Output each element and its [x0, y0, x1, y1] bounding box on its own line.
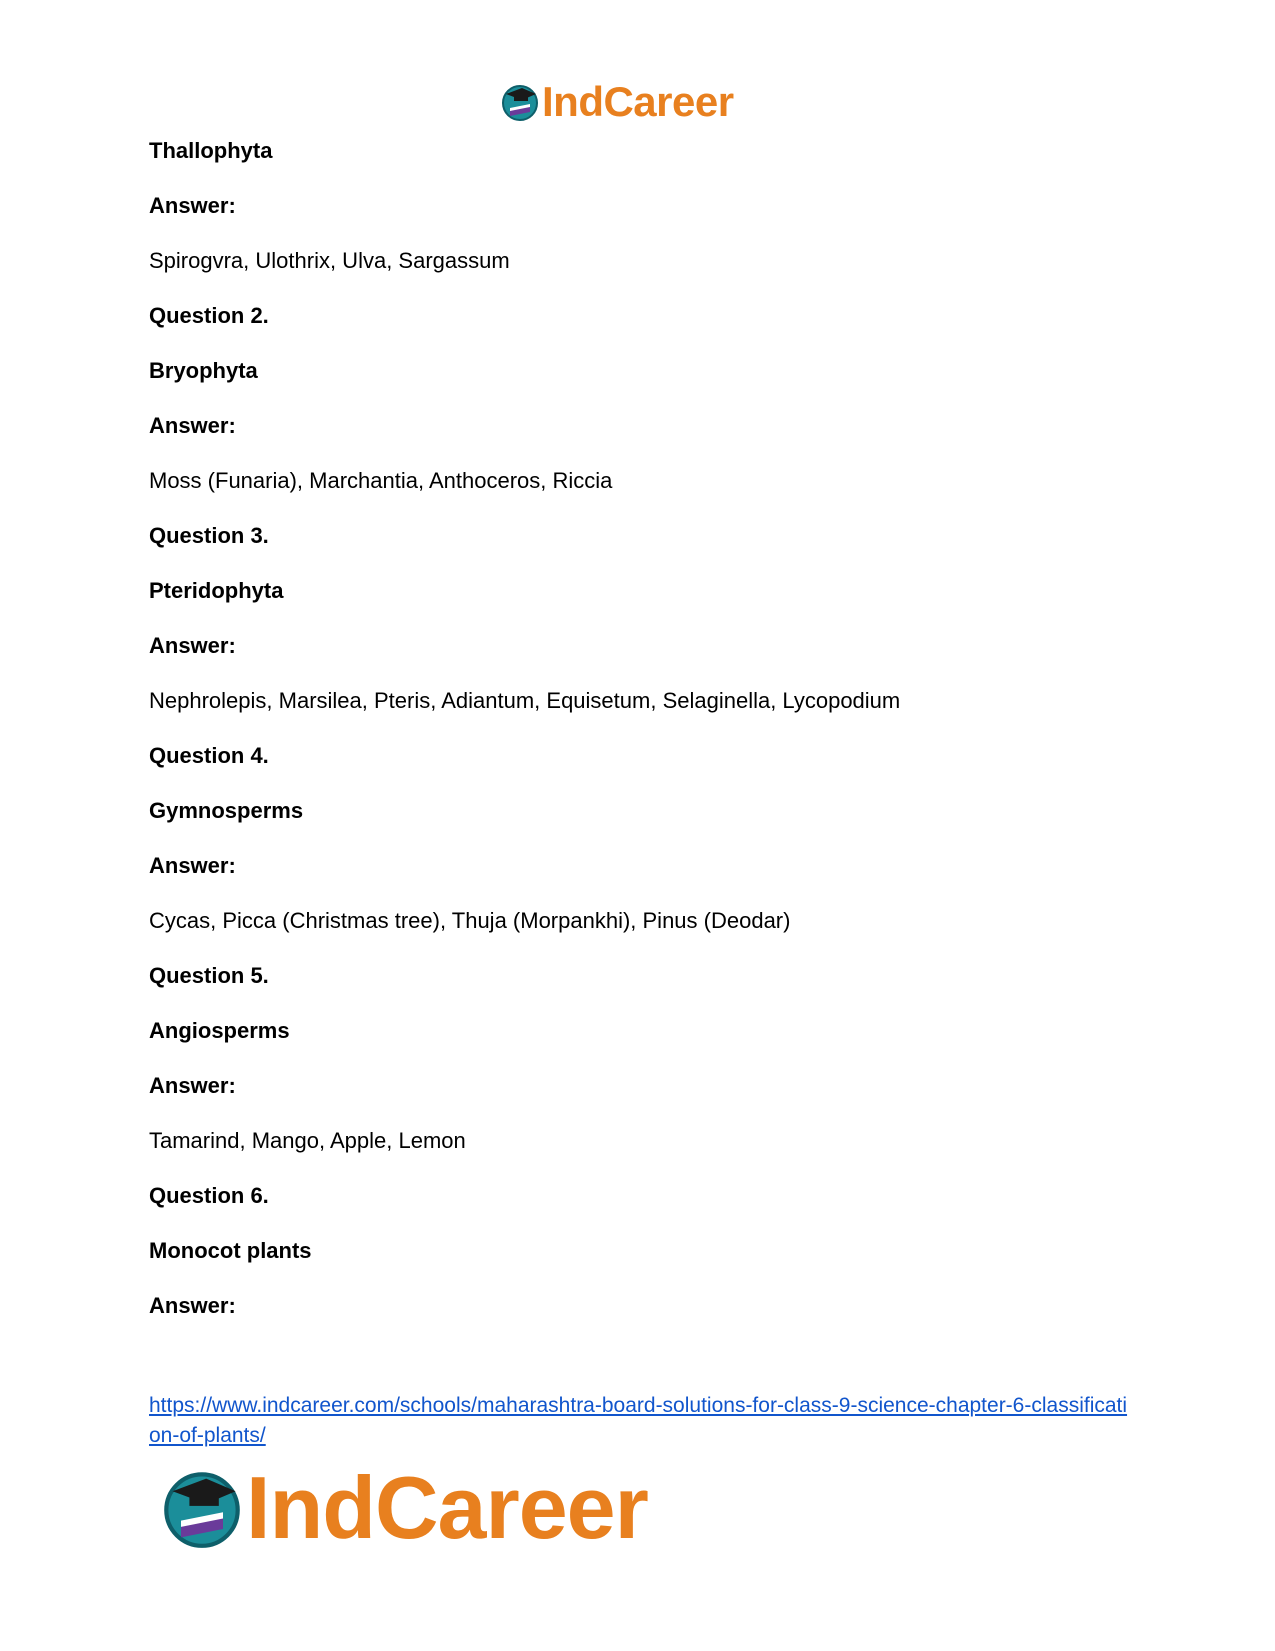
header-logo [500, 80, 734, 124]
plant-group-heading: Pteridophyta [149, 578, 284, 603]
answer-text: Cycas, Picca (Christmas tree), Thuja (Morpankhi), Pinus (Deodar) [149, 908, 791, 933]
source-url-link[interactable]: https://www.indcareer.com/schools/maharashtra-board-solutions-for-class-9-science-chapter-6-classification-of-plants/ [149, 1394, 1128, 1447]
answer-label: Answer: [149, 413, 236, 438]
answer-label: Answer: [149, 1073, 236, 1098]
plant-group-heading: Monocot plants [149, 1238, 312, 1263]
answer-text: Spirogvra, Ulothrix, Ulva, Sargassum [149, 248, 510, 273]
answer-label: Answer: [149, 1293, 236, 1318]
answer-text: Moss (Funaria), Marchantia, Anthoceros, Riccia [149, 468, 613, 493]
question-number: Question 4. [149, 743, 269, 768]
question-number: Question 3. [149, 523, 269, 548]
answer-label: Answer: [149, 193, 236, 218]
answer-text: Nephrolepis, Marsilea, Pteris, Adiantum, Equisetum, Selaginella, Lycopodium [149, 688, 901, 713]
question-number: Question 6. [149, 1183, 269, 1208]
graduation-cap-globe-icon [160, 1466, 244, 1550]
question-number: Question 2. [149, 303, 269, 328]
plant-group-heading: Thallophyta [149, 138, 273, 163]
document-body [149, 138, 1149, 1348]
brand-wordmark: IndCareer [542, 78, 734, 125]
answer-label: Answer: [149, 853, 236, 878]
question-number: Question 5. [149, 963, 269, 988]
plant-group-heading: Bryophyta [149, 358, 258, 383]
plant-group-heading: Angiosperms [149, 1018, 290, 1043]
answer-label: Answer: [149, 633, 236, 658]
graduation-cap-globe-icon [500, 82, 540, 122]
answer-text: Tamarind, Mango, Apple, Lemon [149, 1128, 466, 1153]
brand-wordmark-large: IndCareer [246, 1458, 648, 1557]
plant-group-heading: Gymnosperms [149, 798, 304, 823]
footer-logo [160, 1458, 648, 1557]
